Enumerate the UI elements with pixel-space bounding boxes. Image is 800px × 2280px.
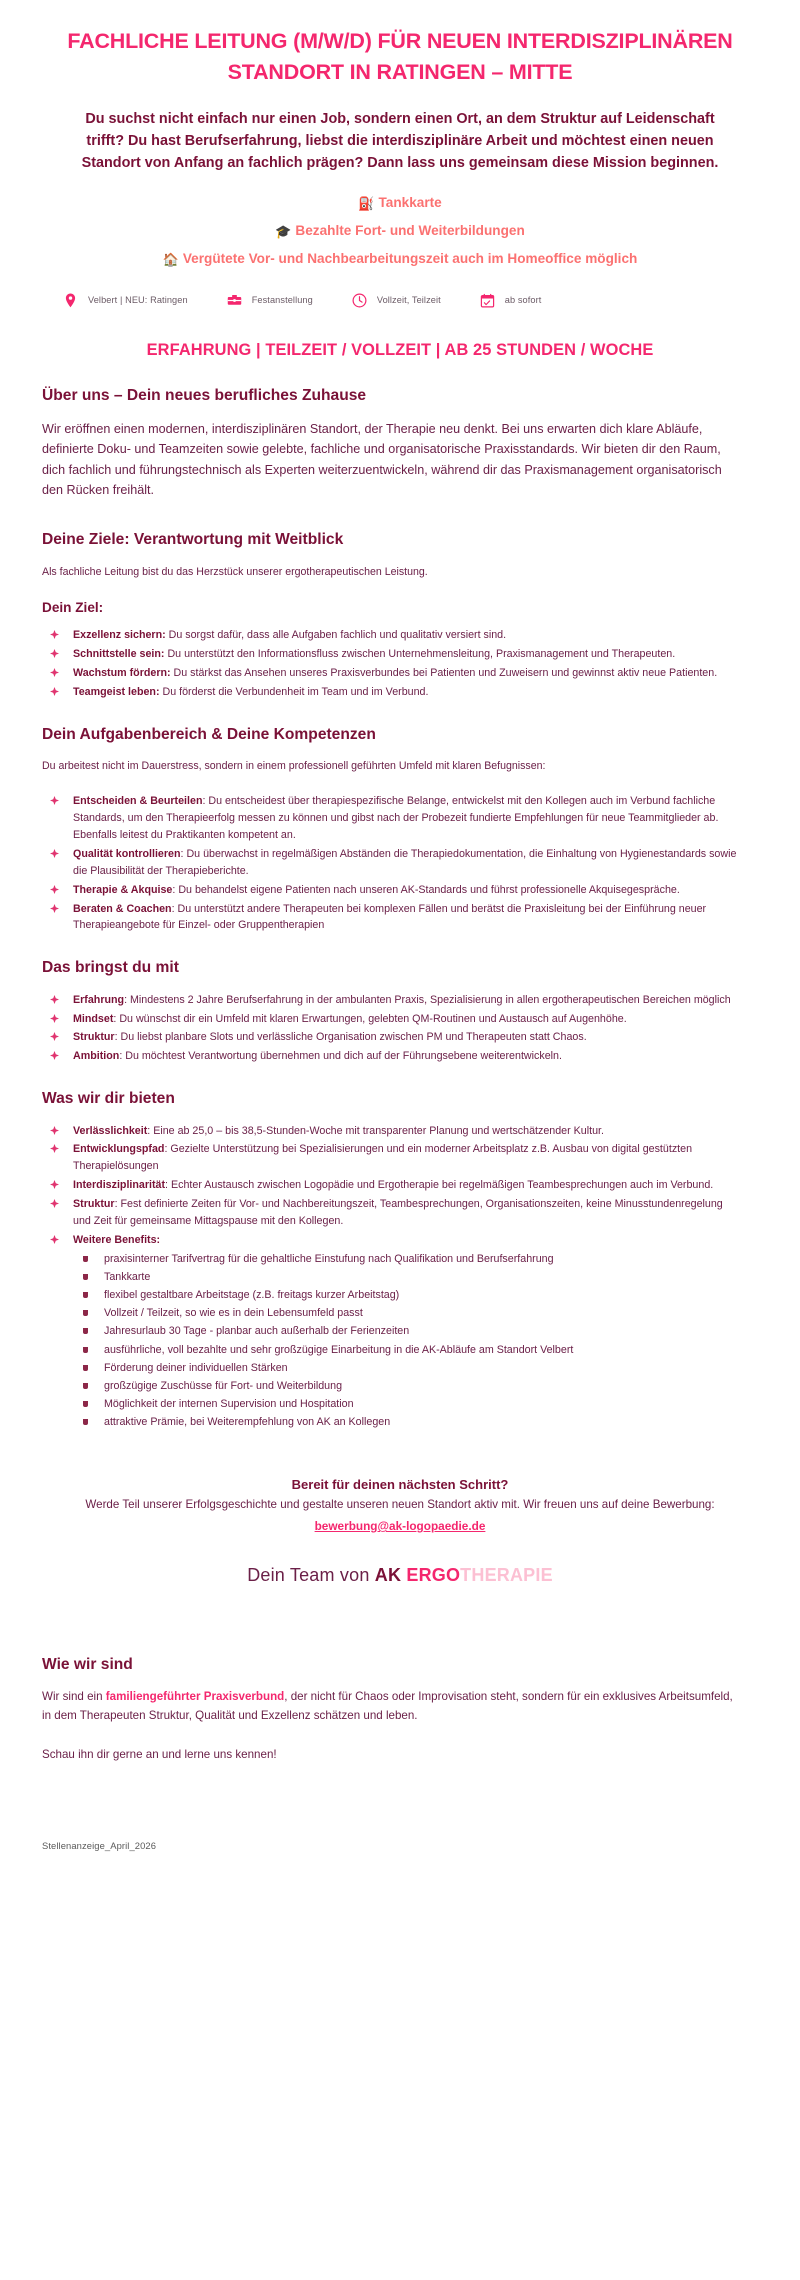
goals-list bbox=[42, 627, 738, 701]
meta-worktime bbox=[351, 292, 441, 309]
hero-intro-text: Du suchst nicht einfach nur einen Job, sondern einen Ort, an dem Struktur auf Leidenschaft trifft? Du hast Berufserfahrung, liebst die interdisziplinäre Arbeit und möchtest einen neuen Standort von Anfang an fachlich prägen? Dann lass uns gemeinsam diese Mission beginnen. bbox=[81, 111, 719, 171]
list-item bbox=[73, 1360, 738, 1377]
job-content bbox=[0, 386, 800, 1432]
benefit-text: Förderung deiner individuellen Stärken bbox=[104, 1361, 288, 1374]
cta-text: Werde Teil unserer Erfolgsgeschichte und gestalte unseren neuen Standort aktiv mit. Wir freuen uns auf deine Bewerbung: bbox=[85, 1498, 715, 1512]
list-item-text: : Fest definierte Zeiten für Vor- und Nachbereitungszeit, Teambesprechungen, Organisationszeiten, keine Minusstundenregelung und Zeit für gemeinsame Mittagspause mit den Kollegen. bbox=[73, 1198, 723, 1228]
call-to-action bbox=[0, 1477, 800, 1535]
list-item-lead: Entwicklungspfad bbox=[73, 1143, 165, 1156]
list-item bbox=[73, 1251, 738, 1268]
diamond-bullet-icon bbox=[50, 1014, 59, 1023]
list-item-text: : Du liebst planbare Slots und verlässliche Organisation zwischen PM und Therapeuten statt Chaos. bbox=[114, 1031, 587, 1044]
list-item-lead: Qualität kontrollieren bbox=[73, 847, 181, 860]
list-item-lead: Mindset bbox=[73, 1012, 114, 1025]
meta-worktime-label: Vollzeit, Teilzeit bbox=[376, 295, 441, 306]
list-item bbox=[73, 1342, 738, 1359]
diamond-bullet-icon bbox=[50, 1144, 59, 1153]
calendar-icon bbox=[479, 292, 496, 309]
list-item-lead: Therapie & Akquise bbox=[73, 883, 173, 896]
diamond-bullet-icon bbox=[50, 796, 59, 805]
offer-list bbox=[42, 1123, 738, 1432]
list-item bbox=[42, 665, 738, 682]
page-footer bbox=[0, 1784, 800, 1876]
list-item-lead: Entscheiden & Beurteilen bbox=[73, 795, 203, 808]
list-item-text: : Du behandelst eigene Patienten nach unseren AK-Standards und führst professionelle Akquisegespräche. bbox=[172, 883, 680, 896]
profile-title: Das bringst du mit bbox=[42, 959, 179, 977]
list-item-text: : Du überwachst in regelmäßigen Abständen die Therapiedokumentation, die Einhaltung von Hygienestandards sowie die Plausibilität der Therapieberichte. bbox=[73, 847, 737, 877]
square-bullet-icon bbox=[83, 1292, 88, 1298]
diamond-bullet-icon bbox=[50, 885, 59, 894]
diamond-bullet-icon bbox=[50, 1199, 59, 1208]
closing-text-after: , der nicht für Chaos oder Improvisation steht, sondern für ein exklusives Arbeitsumfeld, in dem Therapeuten Struktur, Qualität und Exzellenz schätzen und leben. bbox=[42, 1690, 733, 1722]
goals-lead: Als fachliche Leitung bist du das Herzstück unserer ergotherapeutischen Leistung. bbox=[42, 565, 428, 578]
logo-ergo: ERGO bbox=[406, 1565, 461, 1586]
benefit-text: flexibel gestaltbare Arbeitstage (z.B. freitags kurzer Arbeitstag) bbox=[104, 1289, 400, 1302]
benefits-lead: Weitere Benefits: bbox=[73, 1233, 161, 1246]
meta-contract-label: Festanstellung bbox=[251, 295, 313, 306]
list-item-lead: Ambition bbox=[73, 1050, 120, 1063]
list-item bbox=[42, 992, 738, 1009]
list-item-lead: Interdisziplinarität bbox=[73, 1179, 166, 1192]
logo-therapie: THERAPIE bbox=[460, 1565, 553, 1586]
diamond-bullet-icon bbox=[50, 630, 59, 639]
list-item bbox=[42, 627, 738, 644]
list-item-lead: Verlässlichkeit bbox=[73, 1124, 148, 1137]
hero-perk-list bbox=[62, 193, 738, 270]
square-bullet-icon bbox=[83, 1328, 88, 1334]
requirements-banner: ERFAHRUNG | TEILZEIT / VOLLZEIT | AB 25 STUNDEN / WOCHE bbox=[146, 340, 654, 359]
perk-label: Bezahlte Fort- und Weiterbildungen bbox=[295, 222, 525, 238]
clock-icon bbox=[351, 292, 368, 309]
job-meta-row bbox=[0, 292, 800, 309]
tasks-lead: Du arbeitest nicht im Dauerstress, sondern in einem professionell geführten Umfeld mit klaren Befugnissen: bbox=[42, 760, 546, 773]
list-item bbox=[73, 1396, 738, 1413]
benefit-text: Möglichkeit der internen Supervision und Hospitation bbox=[104, 1397, 354, 1410]
list-item bbox=[42, 684, 738, 701]
list-item bbox=[42, 846, 738, 880]
list-item bbox=[73, 1378, 738, 1395]
perk-label: Vergütete Vor- und Nachbearbeitungszeit auch im Homeoffice möglich bbox=[182, 250, 638, 266]
square-bullet-icon bbox=[83, 1419, 88, 1425]
list-item-text: : Du wünschst dir ein Umfeld mit klaren Erwartungen, gelebten QM-Routinen und Austausch auf Augenhöhe. bbox=[113, 1012, 627, 1025]
list-item-text: : Du entscheidest über therapiespezifische Belange, entwickelst mit den Kollegen auch im Verbund fachliche Standards, um den Therapieerfolg messen zu können und gibst nach der Probezeit fundierte Empfehlungen für neue Teammitglieder ab. Ebenfalls leitest du Praktikanten kompetent an. bbox=[73, 795, 719, 841]
closing-invite: Schau ihn dir gerne an und lerne uns kennen! bbox=[42, 1747, 277, 1761]
list-item bbox=[42, 1123, 738, 1140]
list-item bbox=[42, 1196, 738, 1230]
list-item bbox=[73, 1414, 738, 1431]
tasks-list bbox=[42, 793, 738, 934]
square-bullet-icon bbox=[83, 1347, 88, 1353]
closing-text bbox=[42, 1688, 738, 1726]
list-item-text: : Eine ab 25,0 – bis 38,5-Stunden-Woche mit transparenter Planung und wertschätzender Kultur. bbox=[147, 1124, 604, 1137]
list-item-lead: Beraten & Coachen bbox=[73, 902, 172, 915]
list-item bbox=[73, 1323, 738, 1340]
closing-highlight: familiengeführter Praxisverbund bbox=[105, 1690, 285, 1704]
list-item-text: Du unterstützt den Informationsfluss zwischen Unternehmensleitung, Praxismanagement und Therapeuten. bbox=[164, 648, 676, 661]
perk-label: Tankkarte bbox=[378, 194, 442, 210]
meta-startdate-label: ab sofort bbox=[504, 295, 542, 306]
diamond-bullet-icon bbox=[50, 1235, 59, 1244]
square-bullet-icon bbox=[83, 1310, 88, 1316]
perk-item bbox=[62, 249, 738, 270]
perk-item bbox=[62, 221, 738, 242]
benefit-text: attraktive Prämie, bei Weiterempfehlung von AK an Kollegen bbox=[104, 1416, 391, 1429]
benefit-text: praxisinterner Tarifvertrag für die gehaltliche Einstufung nach Qualifikation und Berufserfahrung bbox=[104, 1252, 554, 1265]
list-item bbox=[42, 882, 738, 899]
diamond-bullet-icon bbox=[50, 849, 59, 858]
list-item-lead: Exzellenz sichern: bbox=[73, 629, 166, 642]
footer-reference: Stellenanzeige_April_2026 bbox=[42, 1840, 157, 1852]
team-signature bbox=[0, 1565, 800, 1586]
diamond-bullet-icon bbox=[50, 1180, 59, 1189]
list-item-lead: Struktur bbox=[73, 1031, 115, 1044]
tasks-title: Dein Aufgabenbereich & Deine Kompetenzen bbox=[42, 725, 376, 743]
list-item bbox=[73, 1305, 738, 1322]
list-item bbox=[73, 1287, 738, 1304]
list-item-text: : Mindestens 2 Jahre Berufserfahrung in der ambulanten Praxis, Spezialisierung in allen ergotherapeutischen Bereichen möglich bbox=[124, 993, 731, 1006]
diamond-bullet-icon bbox=[50, 1051, 59, 1060]
meta-location-label: Velbert | NEU: Ratingen bbox=[88, 295, 188, 306]
list-item-text: Du sorgst dafür, dass alle Aufgaben fachlich und qualitativ versiert sind. bbox=[165, 629, 507, 642]
diamond-bullet-icon bbox=[50, 995, 59, 1004]
closing-title: Wie wir sind bbox=[42, 1656, 133, 1674]
goals-title: Deine Ziele: Verantwortung mit Weitblick bbox=[42, 531, 344, 549]
square-bullet-icon bbox=[83, 1365, 88, 1371]
square-bullet-icon bbox=[83, 1256, 88, 1262]
list-item bbox=[42, 793, 738, 844]
cta-title: Bereit für deinen nächsten Schritt? bbox=[291, 1477, 509, 1493]
list-item-lead: Erfahrung bbox=[73, 993, 125, 1006]
benefit-text: großzügige Zuschüsse für Fort- und Weiterbildung bbox=[104, 1379, 343, 1392]
hero-section bbox=[0, 0, 800, 270]
list-item bbox=[73, 1269, 738, 1286]
list-item-text: Du förderst die Verbundenheit im Team und im Verbund. bbox=[159, 686, 429, 699]
application-email-link[interactable]: bewerbung@ak-logopaedie.de bbox=[314, 1519, 486, 1534]
briefcase-icon bbox=[226, 292, 243, 309]
list-item bbox=[42, 1177, 738, 1194]
meta-location bbox=[62, 292, 188, 309]
team-signature-prefix: Dein Team von bbox=[247, 1565, 375, 1586]
meta-startdate bbox=[479, 292, 542, 309]
about-text: Wir eröffnen einen modernen, interdisziplinären Standort, der Therapie neu denkt. Bei uns erwarten dich klare Abläufe, definierte Doku- und Teamzeiten sowie gelebte, fachliche und organisatorische Praxisstandards. Wir bieten dir den Raum, dich fachlich und führungstechnisch als Experten weiterzuentwickeln, während dir das Praxismanagement organisatorisch den Rücken freihält. bbox=[42, 421, 722, 498]
benefit-text: Tankkarte bbox=[104, 1271, 151, 1284]
graduation-cap-icon: 🎓 bbox=[275, 223, 292, 239]
benefit-text: ausführliche, voll bezahlte und sehr großzügige Einarbeitung in die AK-Abläufe am Standort Velbert bbox=[104, 1343, 574, 1356]
list-item bbox=[42, 1048, 738, 1065]
closing-text-before: Wir sind ein bbox=[42, 1690, 106, 1704]
diamond-bullet-icon bbox=[50, 1126, 59, 1135]
benefit-text: Vollzeit / Teilzeit, so wie es in dein Lebensumfeld passt bbox=[104, 1307, 363, 1320]
diamond-bullet-icon bbox=[50, 649, 59, 658]
perk-item bbox=[62, 193, 738, 214]
about-title: Über uns – Dein neues berufliches Zuhause bbox=[42, 386, 367, 404]
list-item-text: : Du unterstützt andere Therapeuten bei komplexen Fällen und berätst die Praxisleitung bei der Einführung neuer Therapieangebote für Einzel- oder Gruppentherapien bbox=[73, 902, 707, 932]
house-icon: 🏠 bbox=[162, 251, 179, 267]
list-item-text: : Gezielte Unterstützung bei Spezialisierungen und ein moderner Arbeitsplatz z.B. Ausbau von digital gestützten Therapielösungen bbox=[73, 1143, 693, 1173]
square-bullet-icon bbox=[83, 1274, 88, 1280]
list-item-lead: Struktur bbox=[73, 1198, 115, 1211]
goals-subtitle: Dein Ziel: bbox=[42, 599, 104, 615]
square-bullet-icon bbox=[83, 1401, 88, 1407]
benefit-text: Jahresurlaub 30 Tage - planbar auch außerhalb der Ferienzeiten bbox=[104, 1325, 410, 1338]
profile-list bbox=[42, 992, 738, 1066]
list-item-benefits bbox=[42, 1232, 738, 1431]
list-item-text: Du stärkst das Ansehen unseres Praxisverbundes bei Patienten und Zuweisern und gewinnst aktiv neue Patienten. bbox=[170, 667, 718, 680]
diamond-bullet-icon bbox=[50, 904, 59, 913]
fuel-pump-icon: ⛽ bbox=[358, 195, 375, 211]
location-pin-icon bbox=[62, 292, 79, 309]
square-bullet-icon bbox=[83, 1383, 88, 1389]
list-item bbox=[42, 1029, 738, 1046]
list-item bbox=[42, 901, 738, 935]
list-item bbox=[42, 1011, 738, 1028]
list-item-lead: Teamgeist leben: bbox=[73, 686, 160, 699]
meta-contract bbox=[226, 292, 313, 309]
offer-title: Was wir dir bieten bbox=[42, 1090, 175, 1108]
diamond-bullet-icon bbox=[50, 687, 59, 696]
closing-section bbox=[0, 1586, 800, 1764]
list-item-text: : Du möchtest Verantwortung übernehmen und dich auf der Führungsebene weiterentwickeln. bbox=[119, 1050, 562, 1063]
diamond-bullet-icon bbox=[50, 1032, 59, 1041]
list-item-lead: Wachstum fördern: bbox=[73, 667, 171, 680]
diamond-bullet-icon bbox=[50, 668, 59, 677]
benefits-sublist bbox=[73, 1251, 738, 1431]
page-title: FACHLICHE LEITUNG (M/W/D) FÜR NEUEN INTERDISZIPLINÄREN STANDORT IN RATINGEN – MITTE bbox=[67, 29, 733, 84]
list-item bbox=[42, 1141, 738, 1175]
logo-ak: AK bbox=[374, 1565, 407, 1586]
list-item-text: : Echter Austausch zwischen Logopädie und Ergotherapie bei regelmäßigen Teambesprechungen auch im Verbund. bbox=[165, 1179, 714, 1192]
list-item bbox=[42, 646, 738, 663]
list-item-lead: Schnittstelle sein: bbox=[73, 648, 165, 661]
